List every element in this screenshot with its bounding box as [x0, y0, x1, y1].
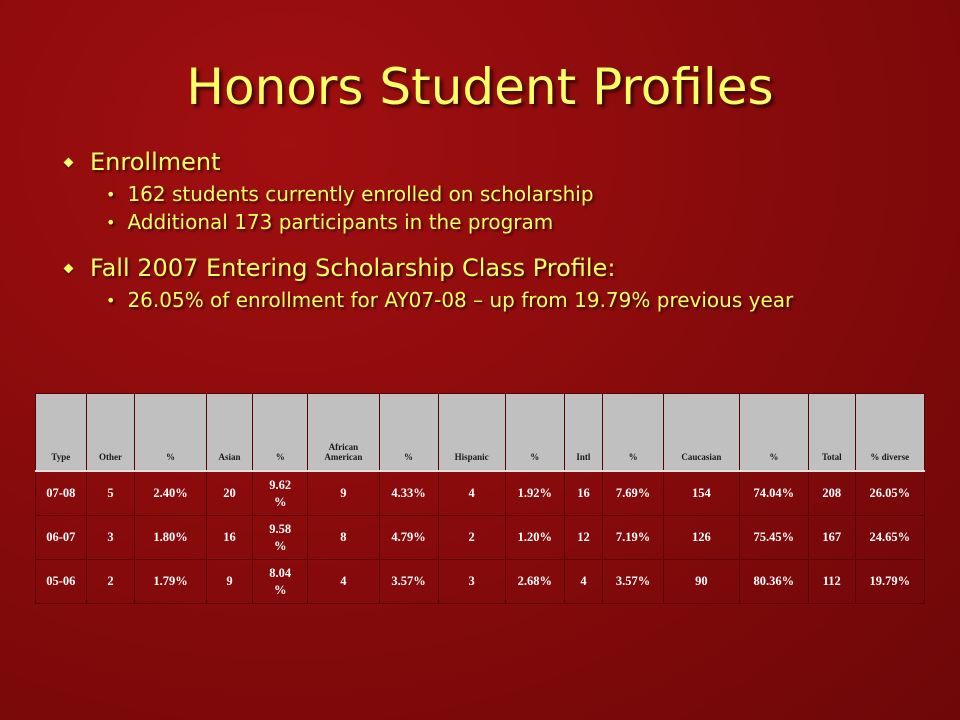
- bullet-enrollment: [62, 148, 942, 176]
- table-cell: 167: [809, 516, 856, 560]
- column-header: % diverse: [855, 394, 924, 472]
- table-cell: 4: [308, 560, 379, 604]
- table-cell: 8: [308, 516, 379, 560]
- sub-bullet-label: Additional 173 participants in the program: [127, 210, 554, 234]
- table-cell: 2.40%: [135, 471, 206, 516]
- table-header-row: [36, 394, 925, 472]
- table-cell: [253, 516, 308, 560]
- column-header: %: [135, 394, 206, 472]
- table-cell: 2: [438, 516, 505, 560]
- table-cell: 7.19%: [603, 516, 664, 560]
- table-cell: 4: [564, 560, 602, 604]
- table-cell: 26.05%: [855, 471, 924, 516]
- table-cell: 12: [564, 516, 602, 560]
- cell-text: 9.62 %: [269, 477, 292, 509]
- table-cell: 16: [206, 516, 253, 560]
- table-cell: 112: [809, 560, 856, 604]
- table-cell: 5: [86, 471, 135, 516]
- column-header: %: [739, 394, 808, 472]
- table-cell: 80.36%: [739, 560, 808, 604]
- column-header: Intl: [564, 394, 602, 472]
- bullet-list: [62, 148, 942, 312]
- sub-bullet: [106, 182, 942, 206]
- table-cell: 3.57%: [603, 560, 664, 604]
- table-cell: 74.04%: [739, 471, 808, 516]
- table-cell: 16: [564, 471, 602, 516]
- table-cell: 3: [438, 560, 505, 604]
- cell-text: 9.58 %: [269, 521, 292, 553]
- table-cell: 1.92%: [505, 471, 564, 516]
- table-cell: 7.69%: [603, 471, 664, 516]
- table-row: [36, 516, 925, 560]
- sub-bullet: [106, 210, 942, 234]
- column-header: Type: [36, 394, 87, 472]
- table-cell: 154: [664, 471, 740, 516]
- diamond-bullet-icon: [64, 263, 74, 273]
- table-cell: 75.45%: [739, 516, 808, 560]
- bullet-label: Enrollment: [90, 148, 221, 176]
- table-cell: 05-06: [36, 560, 87, 604]
- column-header: Total: [809, 394, 856, 472]
- slide-title: Honors Student Profiles: [186, 58, 774, 116]
- dot-bullet-icon: •: [106, 290, 116, 310]
- table-row: [36, 560, 925, 604]
- column-header: African American: [308, 394, 379, 472]
- table-cell: 20: [206, 471, 253, 516]
- table-cell: [253, 560, 308, 604]
- column-header: %: [505, 394, 564, 472]
- bullet-fall-2007-profile: [62, 254, 942, 282]
- dot-bullet-icon: •: [106, 184, 116, 204]
- column-header: Caucasian: [664, 394, 740, 472]
- table-cell: 3: [86, 516, 135, 560]
- table-cell: 2: [86, 560, 135, 604]
- table-cell: 07-08: [36, 471, 87, 516]
- table-cell: 2.68%: [505, 560, 564, 604]
- table-cell: 208: [809, 471, 856, 516]
- column-header: Hispanic: [438, 394, 505, 472]
- table-cell: 90: [664, 560, 740, 604]
- sub-bullet-label: 162 students currently enrolled on scholarship: [127, 182, 594, 206]
- table-cell: 4.79%: [379, 516, 438, 560]
- table-cell: 3.57%: [379, 560, 438, 604]
- table-cell: 06-07: [36, 516, 87, 560]
- table-cell: 9: [308, 471, 379, 516]
- column-header: %: [253, 394, 308, 472]
- dot-bullet-icon: •: [106, 212, 116, 232]
- table-cell: 19.79%: [855, 560, 924, 604]
- table-cell: 1.20%: [505, 516, 564, 560]
- bullet-label: Fall 2007 Entering Scholarship Class Profile:: [90, 254, 616, 282]
- sub-bullet: [106, 288, 942, 312]
- column-header: Asian: [206, 394, 253, 472]
- table-cell: [253, 471, 308, 516]
- table-cell: 24.65%: [855, 516, 924, 560]
- table-row: [36, 471, 925, 516]
- cell-text: 8.04 %: [269, 565, 292, 597]
- table-cell: 9: [206, 560, 253, 604]
- column-header: Other: [86, 394, 135, 472]
- sub-bullet-label: 26.05% of enrollment for AY07-08 – up from 19.79% previous year: [127, 288, 794, 312]
- table-cell: 1.79%: [135, 560, 206, 604]
- table-cell: 1.80%: [135, 516, 206, 560]
- table-cell: 4.33%: [379, 471, 438, 516]
- column-header: %: [379, 394, 438, 472]
- column-header: %: [603, 394, 664, 472]
- table-cell: 4: [438, 471, 505, 516]
- table-cell: 126: [664, 516, 740, 560]
- diamond-bullet-icon: [64, 157, 74, 167]
- diversity-table: [35, 393, 925, 604]
